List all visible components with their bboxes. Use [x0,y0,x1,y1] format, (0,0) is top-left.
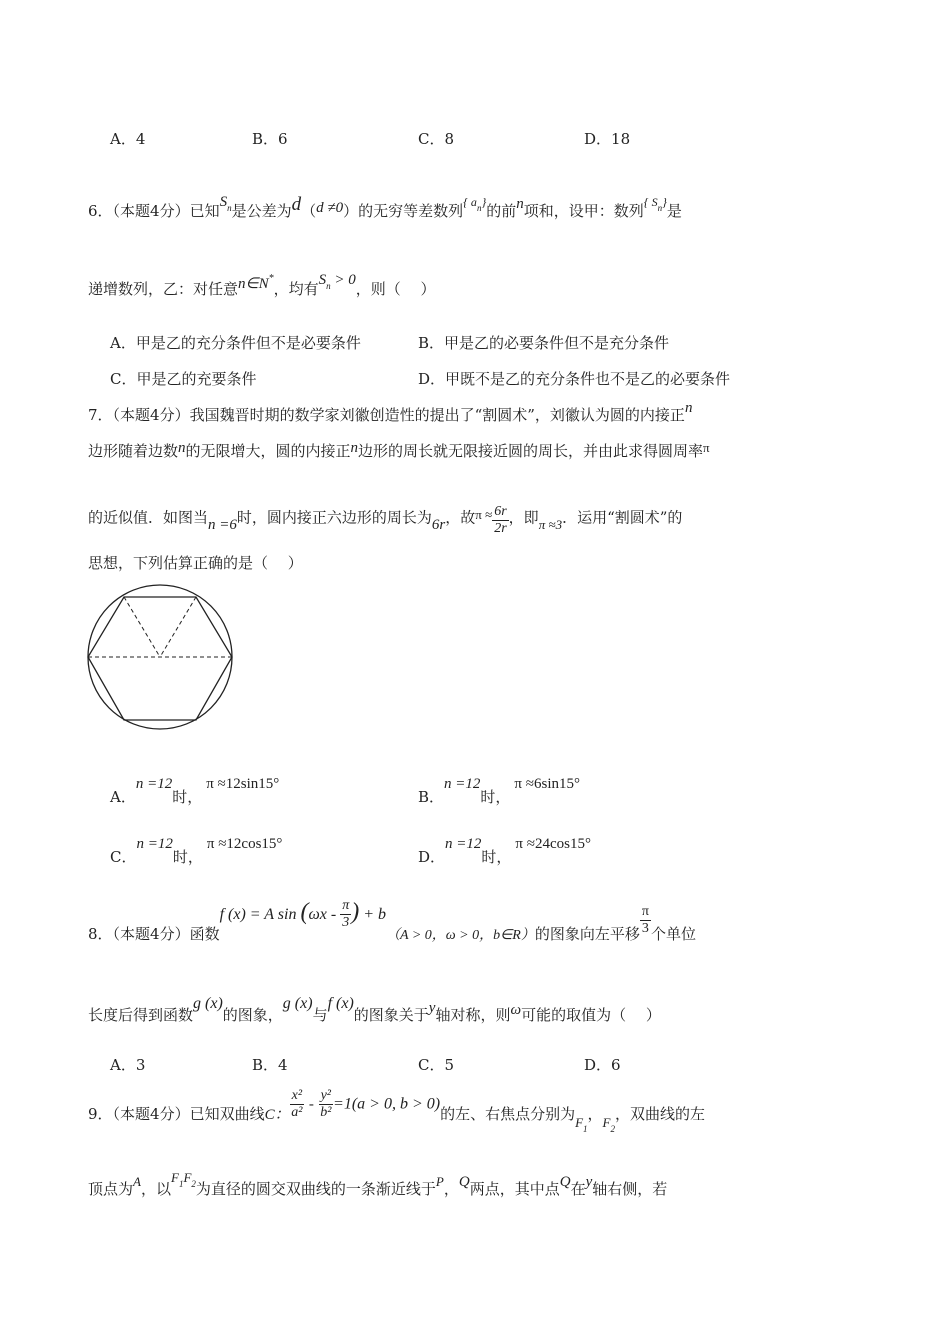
q7-six-r: 6r [431,516,446,533]
q6-text: 是公差为 [231,202,292,220]
q9-text: 9．（本题4分）已知双曲线 [88,1104,265,1123]
q8-text: 个单位 [650,924,696,943]
q7-option-d: D．n =12时，π ≈24cos15° [418,836,591,866]
q9-text: 为直径的圆交双曲线的一条渐近线于 [195,1180,436,1198]
q7-text: 边形随着边数 [88,442,179,460]
q6-sn-set: { Sn} [643,195,667,213]
q9-c: C： [264,1106,290,1123]
q7-text: 时，圆内接正六边形的周长为 [236,508,432,527]
q9-text: ，以 [140,1180,171,1198]
q9-text: 在 [570,1180,586,1198]
q9-stem-line1: 9．（本题4分）已知双曲线C： $\frac{\text{x²}}{\text{a²}}$ - $\frac{\text{y²}}{\text{b²}}$ =1(a > 0, b > 0)的左、右焦点分别为$F_1$，$F_2$，双曲线的左 [88,1088,706,1134]
q8-text: 8．（本题4分）函数 [88,924,220,943]
q6-stem-line1 [88,194,682,222]
q7-option-a: A．n =12时，π ≈12sin15° [110,776,280,806]
q8-cond: （A > 0，ω > 0，b∈R） [386,927,535,943]
q9-text: ， [443,1180,459,1198]
q7-option-b: B．n =12时，π ≈6sin15° [418,776,580,806]
q6-stem-line2 [88,272,436,299]
q9-text: 两点，其中点 [469,1180,560,1198]
q7-pi3: π ≈3 [538,516,563,532]
q8-text: 长度后得到函数 [88,1006,194,1024]
q6-n-in: n∈N* [238,273,274,292]
q7-text: 7．（本题4分）我国魏晋时期的数学家刘徽创造性的提出了“割圆术”，刘徽认为圆的内接正 [88,406,685,424]
q8-text: 的图象， [222,1006,283,1024]
q7-stem-line2 [88,440,710,461]
q9-eq: =1(a > 0, b > 0) [333,1095,441,1113]
q5-option-c: C．8 [418,130,455,148]
q8-f: f (x) [327,995,354,1012]
q6-text: 是 [666,202,682,220]
q8-text: 可能的取值为（ ） [521,1006,661,1024]
q8-text: 轴对称，则 [435,1006,511,1024]
q6-text: 6．（本题4分）已知 [88,202,220,220]
q7-text: 的无限增大，圆的内接正 [185,442,351,460]
q9-p: P [435,1174,444,1189]
q8-y: y [428,1000,436,1016]
q9-f1: $F_1$ [575,1114,588,1134]
q7-text: 的近似值．如图当 [88,508,209,527]
dashed-radius-left [124,597,160,657]
q9-text: ，双曲线的左 [615,1104,706,1123]
hexagon-in-circle-figure [84,582,240,730]
q7-pi: π [703,440,710,455]
q8-g: g (x) [282,995,313,1012]
q8-function: f (x) = A sin (ωx - $\frac{\pi}{3}$ ) + b [219,898,387,931]
q6-text: （ [301,202,317,220]
q7-text: ，即 [508,508,539,527]
q7-text: ．运用“割圆术”的 [562,508,683,527]
q5-option-d: D．18 [584,130,631,148]
q7-option-c: C．n =12时，π ≈12cos15° [110,836,283,866]
q8-stem-line2 [88,995,661,1025]
q5-option-b: B．6 [252,130,288,148]
q6-d: d [291,194,302,215]
q6-option-b: B．甲是乙的必要条件但不是充分条件 [418,334,670,352]
q8-shift: $\frac{\pi}{3}$ [641,904,649,936]
q9-f2: $F_2$ [602,1114,615,1134]
q7-text: 边形的周长就无限接近圆的周长，并由此求得圆周率 [358,442,704,460]
q9-frac-x: $\frac{\text{x²}}{\text{a²}}$ [291,1088,303,1120]
q6-text: 递增数列，乙：对任意 [88,280,239,298]
q6-text: ，则（ ） [355,280,436,298]
q8-omega: ω [510,1002,522,1018]
q6-text: ，均有 [273,280,319,298]
q6-d-cond: d ≠0 [316,200,344,216]
q7-stem-line3 [88,502,682,535]
q8-option-a: A．3 [110,1056,146,1074]
q6-text: 项和，设甲：数列 [523,202,644,220]
q7-fraction: $\frac{6r}{2r}$ [494,504,507,536]
q5-option-a: A．4 [110,130,146,148]
q8-option-b: B．4 [252,1056,288,1074]
q9-text: 轴右侧，若 [592,1180,668,1198]
q7-pi-approx: π ≈ [475,506,493,522]
q7-n: n [684,400,693,416]
q9-f1f2: $F_1F_2$ [170,1170,196,1189]
q8-option-d: D．6 [584,1056,621,1074]
q9-a: A [133,1174,141,1189]
q9-y: y [585,1174,593,1190]
q7-text: ，故 [445,508,476,527]
q6-option-a: A．甲是乙的充分条件但不是必要条件 [110,334,361,352]
q9-stem-line2 [88,1170,668,1199]
dashed-radius-right [160,597,196,657]
q7-n: n [178,440,186,456]
q6-an: { an} [463,195,487,213]
q7-n-eq: n =6 [208,516,237,533]
q6-text: ）的无穷等差数列 [343,202,464,220]
q9-text: 的左、右焦点分别为 [440,1104,576,1123]
q8-option-c: C．5 [418,1056,455,1074]
q7-stem-line1 [88,400,693,425]
q9-q: Q [458,1174,470,1190]
q6-option-d: D．甲既不是乙的充分条件也不是乙的必要条件 [418,370,731,388]
q8-text: 的图象向左平移 [534,924,640,943]
q9-frac-y: $\frac{\text{y²}}{\text{b²}}$ [320,1088,332,1120]
q9-q: Q [559,1174,571,1190]
q6-option-c: C．甲是乙的充要条件 [110,370,257,388]
q8-g: g (x) [193,995,223,1012]
q6-text: 的前 [486,202,517,220]
q7-n: n [350,440,359,456]
q9-text: 顶点为 [88,1180,134,1198]
q7-stem-line4: 思想，下列估算正确的是（ ） [88,554,303,572]
q6-sn: $S_n$ [219,194,232,213]
q6-sn-pos: $S_n > 0$ [318,272,356,291]
q8-text: 的图象关于 [353,1006,429,1024]
q8-stem-line1 [88,898,696,943]
q6-n: n [516,196,524,212]
hexagon [88,597,232,720]
q8-text: 与 [312,1006,328,1024]
